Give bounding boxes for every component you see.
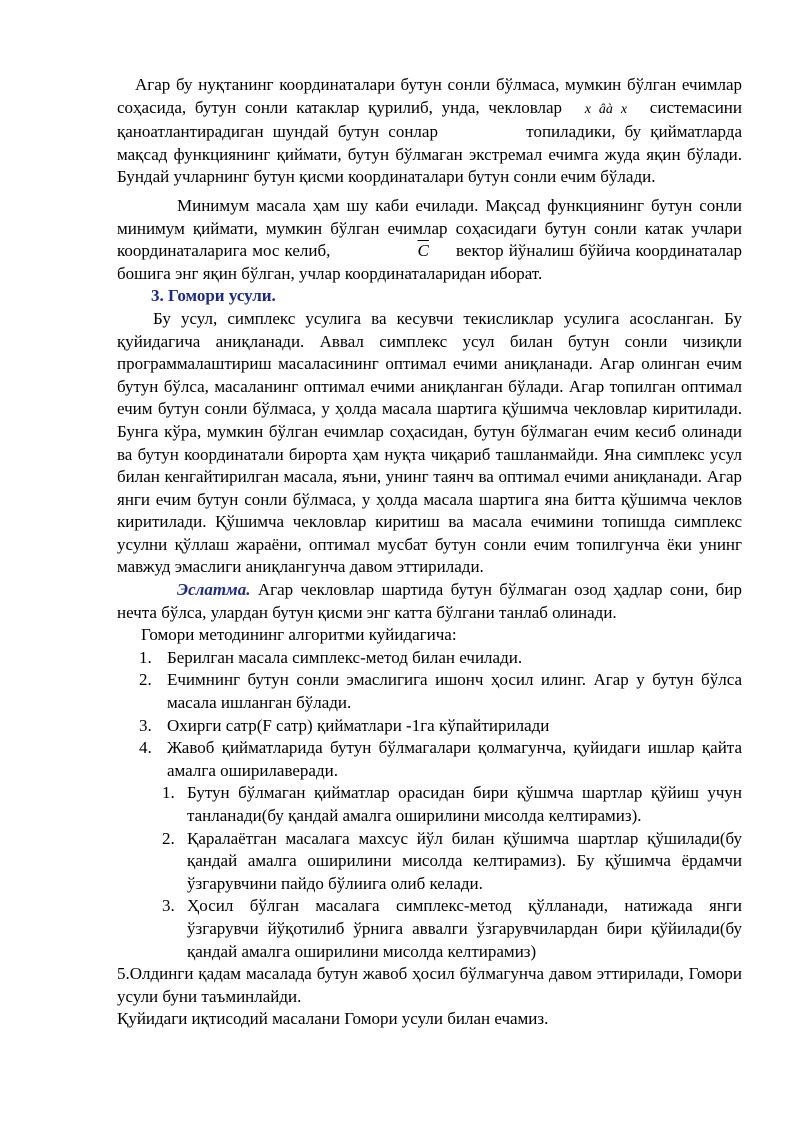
paragraph-step-five: 5.Олдинги қадам масалада бутун жавоб ҳосил бўлмагунча давом эттирилади, Гомори усули буни таъминлайди. xyxy=(117,964,742,1006)
list-text: Бутун бўлмаган қийматлар орасидан бири қўшмча шартлар қўйиш учун танланади(бу қандай амалга оширилини мисолда келтирамиз). xyxy=(187,783,742,825)
paragraph-note xyxy=(117,579,742,624)
note-title: Эслатма. xyxy=(177,580,251,600)
algorithm-substeps xyxy=(117,782,742,963)
paragraph-example-intro: Қуйидаги иқтисодий масалани Гомори усули билан ечамиз. xyxy=(117,1009,549,1029)
list-number: 1. xyxy=(162,783,175,803)
algorithm-steps xyxy=(117,647,742,783)
list-number: 4. xyxy=(139,738,152,758)
list-number: 3. xyxy=(162,896,175,916)
paragraph-text: Агар бу нуқтанинг координаталари бутун сонли бўлмаса, мумкин бўлган ечимлар соҳасида, бутун сонли катаклар қурилиб, унда, чекловлар xyxy=(117,75,742,117)
list-text: Охирги сатр(F сатр) қийматлари -1га кўпайтирилади xyxy=(167,715,550,735)
paragraph-minimum xyxy=(117,195,742,285)
list-text: Қаралаётган масалага махсус йўл билан қўшимча шартлар қўшилади(бу қандай амалга оширилини мисолда келтирамиз). Бу қўшимча ёрдамчи ўзгарувчини пайдо бўлиига олиб келади. xyxy=(187,828,742,893)
list-item xyxy=(117,782,742,827)
list-number: 2. xyxy=(139,670,152,690)
list-item xyxy=(117,737,742,782)
section-heading: 3. Гомори усули. xyxy=(151,286,276,306)
algorithm-intro: Гомори методининг алгоритми куйидагича: xyxy=(141,625,457,645)
paragraph-integer-lattice xyxy=(117,74,742,189)
paragraph-text: топиладики, бу қийматларда мақсад функциянинг қиймати, бутун бўлмаган экстремал ечимга жуда яқин бўлади. Бундай учларнинг бутун қисми координаталари бутун сонли ечим бўлади. xyxy=(117,122,742,187)
list-number: 1. xyxy=(139,647,152,667)
list-text: Ечимнинг бутун сонли эмаслигига ишонч ҳосил илинг. Агар у бутун бўлса масала ишланган бўлади. xyxy=(167,670,742,713)
paragraph-text: Минимум масала ҳам шу каби ечилади. Мақсад функциянинг бутун сонли минимум қиймати, мумкин бўлган ечимлар соҳасидаги бутун сонли катак учлари координаталарига мос келиб, xyxy=(117,195,742,261)
list-item xyxy=(117,895,742,963)
list-text: Ҳосил бўлган масалага симплекс-метод қўлланади, натижада янги ўзгарувчи йўқотилиб ўрнига аввалги ўзгарувчилардан бири қўйилади(бу қандай амалга оширилини мисолда келтирамиз) xyxy=(187,896,742,961)
list-text: Жавоб қийматларида бутун бўлмагалари қолмагунча, қуйидаги ишлар қайта амалга оширилаверади. xyxy=(167,738,742,780)
paragraph-gomory-method: Бу усул, симплекс усулига ва кесувчи текисликлар усулига асосланган. Бу қуйидагича аниқланади. Аввал симплекс усул билан бутун сонли чизиқли программалаштириш масаласининг оптимал ечими аниқланади. Агар олинган ечим бутун бўлса, масаланинг оптимал ечими аниқланган бўлади. Агар топилган оптимал ечим бутун сонли бўлмаса, у ҳолда масала шартига қўшимча чекловлар киритилади. Бунга кўра, мумкин бўлган ечимлар соҳасидан, бутун бўлмаган ечим кесиб олинади ва бутун координатали бирорта ҳам нуқта чиқариб ташланмайди. Яна симплекс усул билан кенгайтирилган масала, яъни, унинг таянч ва оптимал ечими аниқланади. Агар янги ечим бутун сонли бўлмаса, у ҳолда масала шартига яна битта қўшимча чеклов киритилади. Қўшимча чекловлар киритиш ва масала ечимини топишда симплекс усулни қўллаш жараёни, оптимал мусбат бутун сонли ечим топилгунча ёки унинг мавжуд эмаслиги аниқлангунча давом эттирилади. xyxy=(117,308,742,577)
note-text: Агар чекловлар шартида бутун бўлмаган озод ҳадлар сони, бир нечта бўлса, улардан бутун қисми энг катта бўлгани танлаб олинади. xyxy=(117,580,743,622)
vector-c: $\overline{C}$ xyxy=(417,241,429,261)
paragraph-text: системасини қаноатлантирадиган шундай бутун сонлар xyxy=(117,97,742,142)
list-number: 2. xyxy=(162,828,175,848)
list-text: Берилган масала симплекс-метод билан ечилади. xyxy=(167,647,523,667)
list-item xyxy=(117,715,742,738)
list-item xyxy=(117,647,742,670)
list-number: 3. xyxy=(139,715,152,735)
paragraph-text: вектор йўналиш бўйича координаталар бошига энг яқин бўлган, учлар координаталаридан иборат. xyxy=(117,241,742,283)
list-item xyxy=(117,828,742,896)
list-item xyxy=(117,669,742,714)
constraint-formula: x âà x xyxy=(584,101,628,117)
